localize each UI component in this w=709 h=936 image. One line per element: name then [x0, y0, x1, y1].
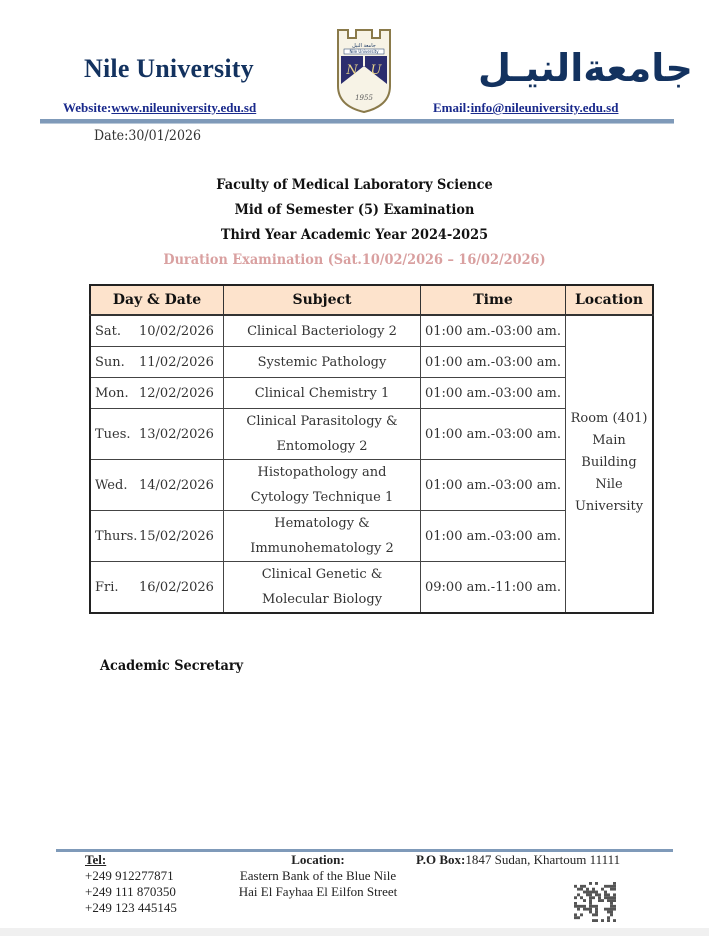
day-date-cell [90, 378, 224, 409]
location-cell [566, 315, 653, 613]
qr-module [604, 908, 607, 911]
qr-module [604, 891, 607, 894]
qr-module [592, 905, 595, 908]
exam-title: Mid of Semester (5) Examination [234, 202, 475, 218]
qr-module [583, 899, 586, 902]
crest-letter-u: U [370, 63, 382, 78]
qr-module [574, 916, 577, 919]
qr-module [604, 893, 607, 896]
qr-module [607, 896, 610, 899]
qr-module [598, 899, 601, 902]
qr-module [577, 916, 580, 919]
document-date: Date:30/01/2026 [94, 128, 202, 144]
location-line: Room (401) [570, 411, 648, 426]
qr-module [580, 885, 583, 888]
email-line [433, 100, 618, 116]
qr-module [595, 905, 598, 908]
day-name: Sat. [95, 323, 122, 339]
qr-module [577, 908, 580, 911]
time-cell: 01:00 am.-03:00 am. [421, 378, 566, 409]
footer-location [234, 852, 402, 900]
crest-arabic-text: جامعة النيل [352, 43, 376, 49]
qr-module [589, 902, 592, 905]
qr-module [610, 905, 613, 908]
table-header-row [90, 285, 653, 315]
qr-module [589, 896, 592, 899]
time-cell: 01:00 am.-03:00 am. [421, 315, 566, 347]
qr-module [607, 919, 610, 922]
day-name: Sun. [95, 354, 125, 370]
qr-module [580, 888, 583, 891]
qr-module [595, 913, 598, 916]
qr-module [601, 919, 604, 922]
qr-module [610, 902, 613, 905]
day-date-cell [90, 409, 224, 460]
qr-module [610, 908, 613, 911]
day-name: Mon. [95, 385, 129, 401]
address-line: Eastern Bank of the Blue Nile [239, 868, 397, 883]
qr-module [610, 911, 613, 914]
qr-module [610, 885, 613, 888]
website-link[interactable]: www.nileuniversity.edu.sd [111, 100, 257, 115]
crest-year: 1955 [355, 94, 373, 102]
qr-module [589, 908, 592, 911]
day-date-cell [90, 511, 224, 562]
qr-module [574, 885, 577, 888]
qr-module [586, 888, 589, 891]
phone-number: +249 123 445145 [85, 900, 177, 915]
subject-cell: Clinical Genetic & Molecular Biology [224, 562, 421, 614]
qr-module [613, 908, 616, 911]
qr-module [613, 896, 616, 899]
qr-module [592, 891, 595, 894]
exam-date: 15/02/2026 [139, 528, 214, 544]
subject-cell: Clinical Chemistry 1 [224, 378, 421, 409]
qr-module [574, 905, 577, 908]
location-line: University [574, 499, 644, 514]
exam-date: 14/02/2026 [139, 477, 214, 493]
qr-module [598, 896, 601, 899]
qr-module [598, 893, 601, 896]
qr-module [592, 919, 595, 922]
qr-module [583, 905, 586, 908]
qr-module [577, 888, 580, 891]
subject-cell: Histopathology and Cytology Technique 1 [224, 460, 421, 511]
footer-pobox [416, 852, 620, 868]
qr-module [574, 902, 577, 905]
exam-schedule-table [89, 284, 654, 614]
page-bottom-edge [0, 928, 709, 936]
exam-duration: Duration Examination (Sat.10/02/2026 – 16/02/2026) [163, 252, 546, 268]
qr-module [586, 893, 589, 896]
tel-label: Tel: [85, 852, 107, 867]
qr-module [586, 891, 589, 894]
qr-module [589, 891, 592, 894]
qr-module [595, 882, 598, 885]
qr-module [610, 888, 613, 891]
subject-cell: Systemic Pathology [224, 347, 421, 378]
qr-module [610, 896, 613, 899]
qr-module [607, 899, 610, 902]
qr-module [577, 905, 580, 908]
university-name-english: Nile University [84, 54, 254, 83]
qr-module [607, 916, 610, 919]
qr-module [583, 908, 586, 911]
qr-module [601, 899, 604, 902]
exam-date: 12/02/2026 [139, 385, 214, 401]
address-line: Hai El Fayhaa El Eilfon Street [238, 884, 398, 899]
qr-module [595, 891, 598, 894]
qr-module [589, 911, 592, 914]
qr-module [580, 913, 583, 916]
exam-date: 10/02/2026 [139, 323, 214, 339]
location-line: Main [592, 433, 626, 448]
qr-module [610, 913, 613, 916]
email-label: Email: [433, 100, 471, 115]
qr-module [589, 882, 592, 885]
crest-letter-n: N [346, 63, 358, 78]
qr-module [580, 896, 583, 899]
academic-secretary-signature: Academic Secretary [100, 658, 244, 674]
day-name: Wed. [95, 477, 128, 493]
qr-module [583, 885, 586, 888]
day-date-cell [90, 315, 224, 347]
qr-module [574, 896, 577, 899]
qr-code-icon [574, 882, 616, 922]
location-line: Building Nile [581, 455, 637, 492]
day-name: Tues. [95, 426, 131, 442]
pobox-label: P.O Box: [416, 852, 466, 867]
pobox-value: 1847 Sudan, Khartoum 11111 [465, 852, 621, 867]
qr-module [604, 896, 607, 899]
website-label: Website: [63, 100, 112, 115]
time-cell: 01:00 am.-03:00 am. [421, 409, 566, 460]
time-cell: 01:00 am.-03:00 am. [421, 347, 566, 378]
phone-number: +249 912277871 [85, 868, 174, 883]
university-name-arabic: جامعةالنيـل [478, 46, 693, 90]
qr-module [574, 913, 577, 916]
qr-module [613, 882, 616, 885]
qr-module [595, 911, 598, 914]
academic-year-title: Third Year Academic Year 2024-2025 [220, 227, 489, 243]
footer-telephone [85, 852, 177, 916]
qr-module [613, 888, 616, 891]
university-crest-icon [335, 28, 393, 114]
header-divider [40, 119, 674, 124]
faculty-title: Faculty of Medical Laboratory Science [216, 177, 493, 193]
qr-module [583, 891, 586, 894]
qr-module [589, 905, 592, 908]
day-name: Fri. [95, 579, 119, 595]
qr-module [580, 905, 583, 908]
time-cell: 01:00 am.-03:00 am. [421, 460, 566, 511]
qr-module [607, 885, 610, 888]
qr-module [607, 911, 610, 914]
qr-module [613, 919, 616, 922]
website-line [63, 100, 256, 116]
qr-module [592, 913, 595, 916]
qr-module [589, 893, 592, 896]
qr-module [604, 885, 607, 888]
phone-number: +249 111 870350 [85, 884, 176, 899]
subject-cell: Clinical Parasitology & Entomology 2 [224, 409, 421, 460]
qr-module [613, 899, 616, 902]
column-header-subject: Subject [224, 285, 421, 315]
qr-module [607, 908, 610, 911]
qr-module [577, 893, 580, 896]
qr-module [589, 899, 592, 902]
subject-cell: Clinical Bacteriology 2 [224, 315, 421, 347]
time-cell: 01:00 am.-03:00 am. [421, 511, 566, 562]
qr-module [607, 893, 610, 896]
exam-date: 13/02/2026 [139, 426, 214, 442]
qr-module [586, 908, 589, 911]
column-header-location: Location [566, 285, 653, 315]
crest-english-text: Nile University [349, 49, 379, 54]
location-label: Location: [291, 852, 345, 867]
day-name: Thurs. [95, 528, 138, 544]
qr-module [613, 893, 616, 896]
table-row [90, 315, 653, 347]
qr-module [595, 908, 598, 911]
column-header-day-date: Day & Date [90, 285, 224, 315]
day-date-cell [90, 460, 224, 511]
qr-module [613, 905, 616, 908]
qr-module [610, 899, 613, 902]
day-date-cell [90, 562, 224, 614]
exam-date: 11/02/2026 [139, 354, 214, 370]
qr-module [592, 888, 595, 891]
qr-module [613, 885, 616, 888]
day-date-cell [90, 347, 224, 378]
exam-date: 16/02/2026 [139, 579, 214, 595]
subject-cell: Hematology & Immunohematology 2 [224, 511, 421, 562]
time-cell: 09:00 am.-11:00 am. [421, 562, 566, 614]
qr-module [595, 893, 598, 896]
qr-module [601, 888, 604, 891]
qr-module [592, 896, 595, 899]
column-header-time: Time [421, 285, 566, 315]
qr-module [595, 919, 598, 922]
email-link[interactable]: info@nileuniversity.edu.sd [470, 100, 619, 115]
